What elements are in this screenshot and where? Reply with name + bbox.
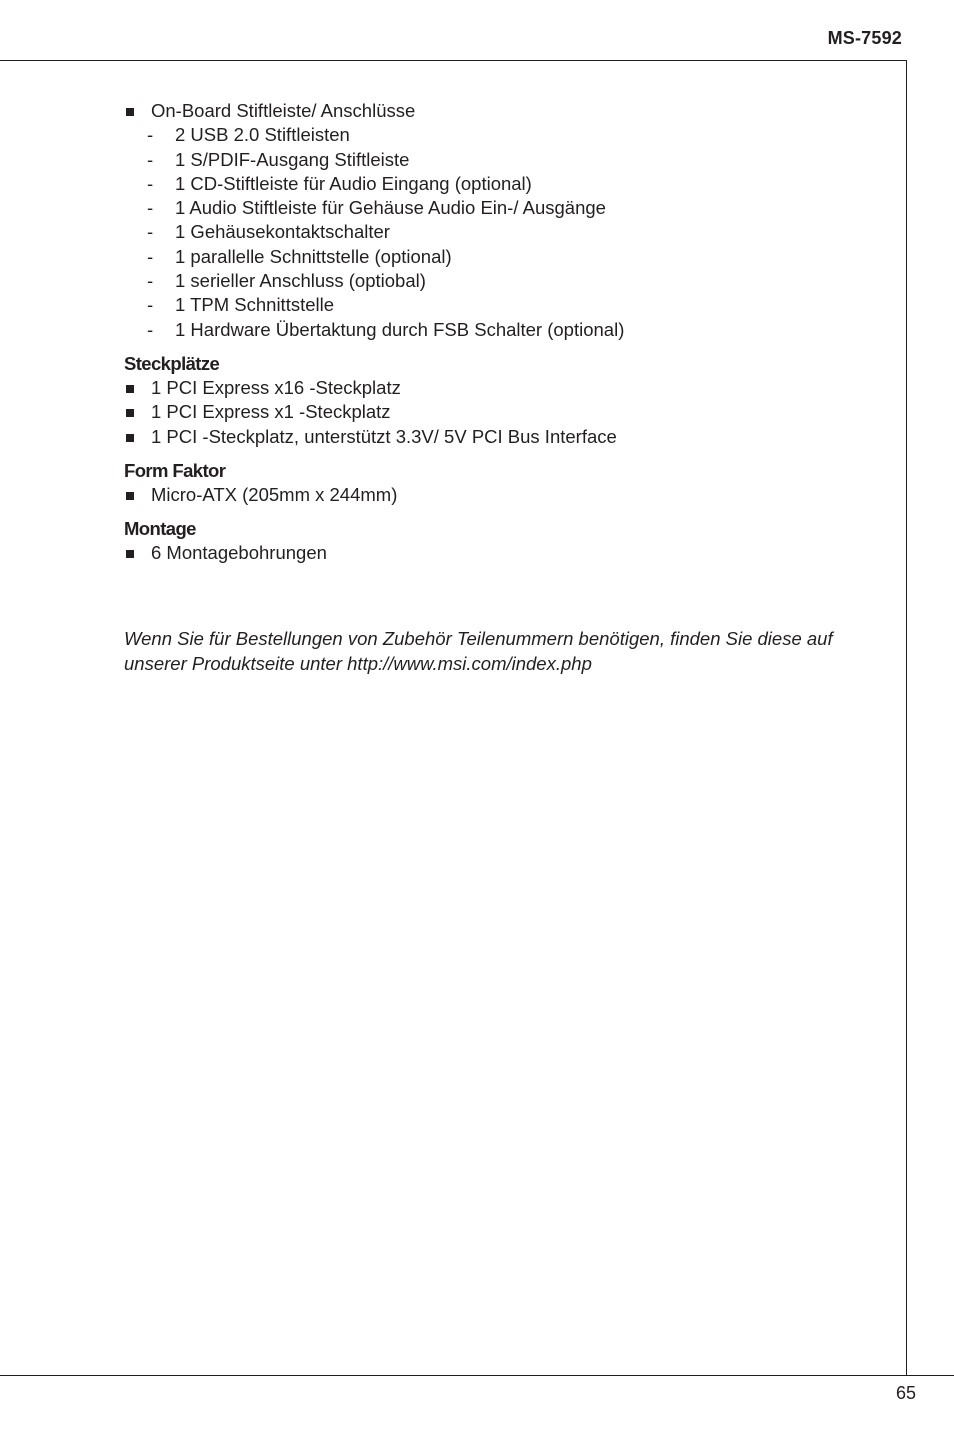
sub-item: - 1 Audio Stiftleiste für Gehäuse Audio Ein-/ Ausgänge [124,196,864,220]
dash-icon: - [147,245,154,267]
list-item: Micro-ATX (205mm x 244mm) [124,483,864,507]
dash-icon: - [147,197,154,219]
bullet-square-icon [126,434,134,442]
dash-icon: - [147,148,154,170]
section-heading-slots: Steckplätze [124,352,220,374]
dash-icon: - [147,221,154,243]
sub-item: - 1 serieller Anschluss (optiobal) [124,269,864,293]
sub-item: - 1 CD-Stiftleiste für Audio Eingang (optional) [124,172,864,196]
side-rule [906,60,907,1375]
sub-item: - 1 Gehäusekontaktschalter [124,220,864,244]
sub-item: - 1 TPM Schnittstelle [124,293,864,317]
list-item-onboard-headers: On-Board Stiftleiste/ Anschlüsse [124,99,864,123]
dash-icon: - [147,270,154,292]
sub-item: - 1 parallelle Schnittstelle (optional) [124,245,864,269]
page-number: 65 [895,1383,916,1403]
section-heading-mounting: Montage [124,518,196,540]
bullet-square-icon [126,550,134,558]
sub-item: - 1 S/PDIF-Ausgang Stiftleiste [124,148,864,172]
list-item: 6 Montagebohrungen [124,541,864,565]
list-item: 1 PCI -Steckplatz, unterstützt 3.3V/ 5V PCI Bus Interface [124,425,864,449]
sub-item: - 2 USB 2.0 Stiftleisten [124,123,864,147]
bullet-square-icon [126,108,134,116]
dash-icon: - [147,124,154,146]
section-heading-form-factor: Form Faktor [124,459,226,481]
spec-content [124,99,864,565]
sub-item: - 1 Hardware Übertaktung durch FSB Schalter (optional) [124,318,864,342]
ordering-note: Wenn Sie für Bestellungen von Zubehör Teilenummern benötigen, finden Sie diese auf unserer Produktseite unter http://www.msi.com/index.php [124,628,833,674]
model-number: MS-7592 [827,28,902,48]
bullet-square-icon [126,492,134,500]
dash-icon: - [147,318,154,340]
dash-icon: - [147,294,154,316]
footer-rule [0,1375,954,1376]
bullet-square-icon [126,385,134,393]
header-rule [0,60,907,61]
list-item: 1 PCI Express x1 -Steckplatz [124,400,864,424]
list-item: 1 PCI Express x16 -Steckplatz [124,376,864,400]
bullet-square-icon [126,409,134,417]
dash-icon: - [147,172,154,194]
